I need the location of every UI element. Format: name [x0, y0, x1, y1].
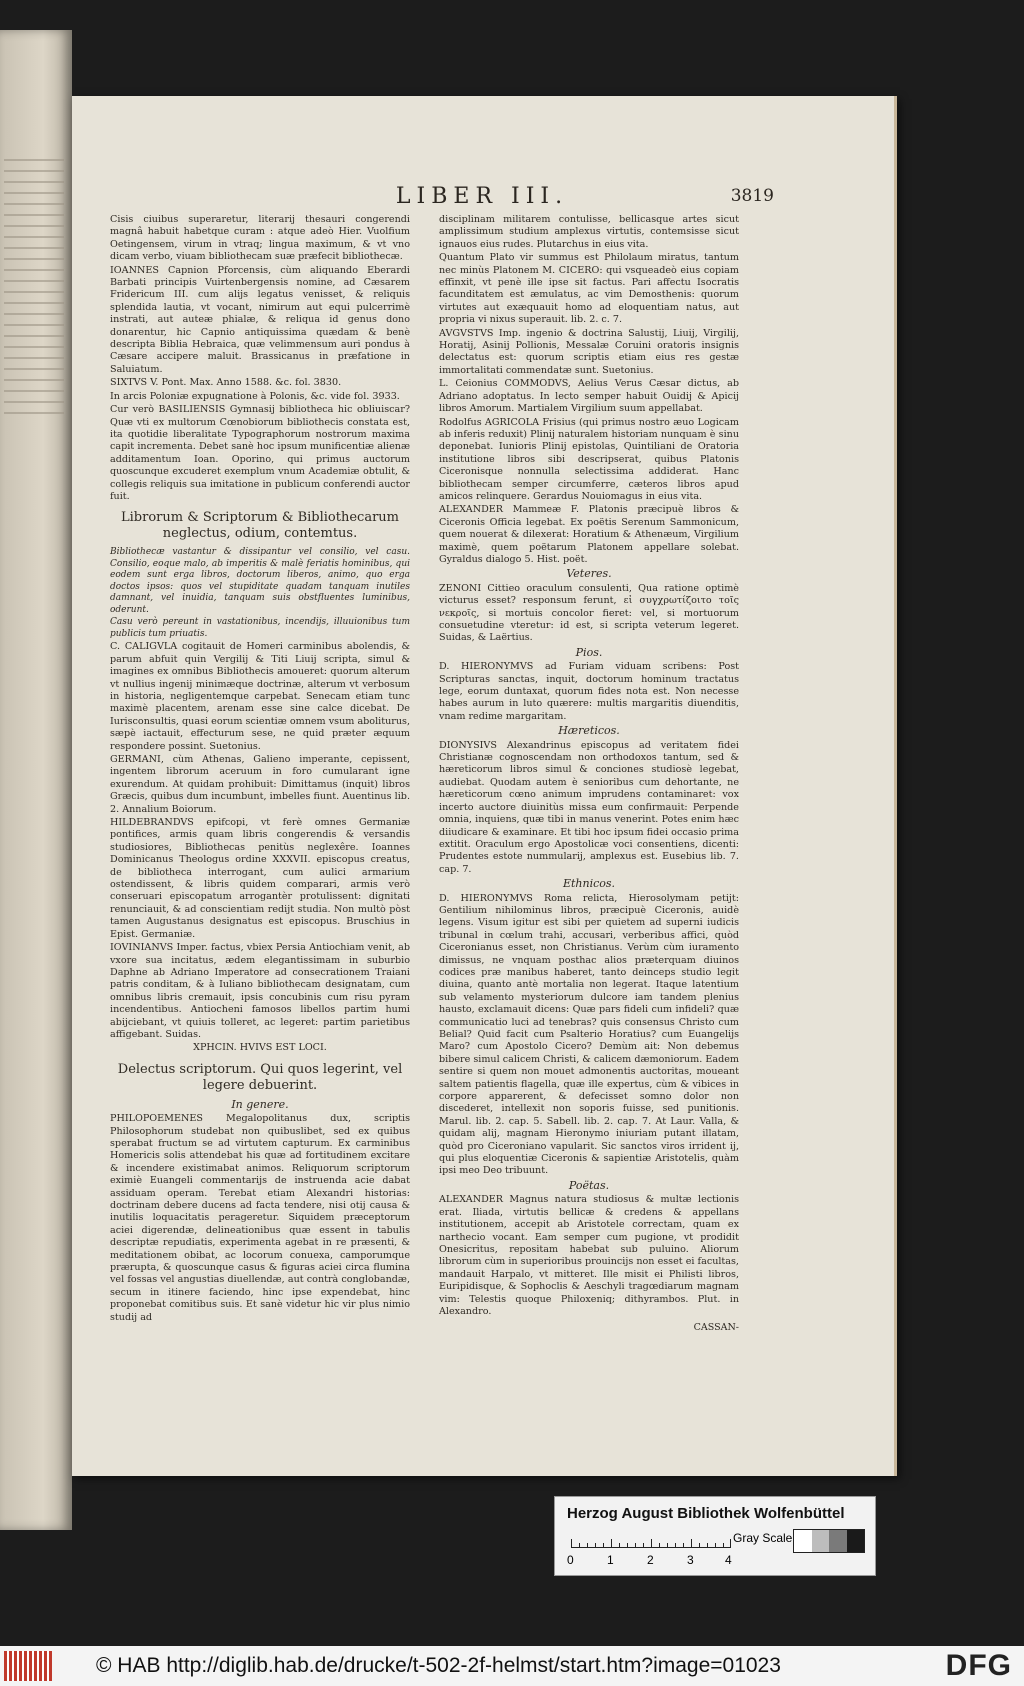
- gray-swatch: [793, 1529, 865, 1553]
- ruler-number: 2: [647, 1553, 654, 1567]
- paragraph: XPHCIN. HVIVS EST LOCI.: [193, 1042, 327, 1054]
- catchword: CASSAN-: [693, 1322, 739, 1334]
- right-column: [439, 214, 739, 1335]
- paragraph: L. Ceionius COMMODVS, Aelius Verus Cæsar dictus, ab Adriano adoptatus. In lecto semper habuit Ouidij & Apicij libros Amorum. Martialem Virgilium suum appellabat.: [439, 378, 739, 415]
- facing-page-edge: [0, 30, 72, 1530]
- book-page: [72, 96, 897, 1476]
- paragraph: D. HIERONYMVS ad Furiam viduam scribens: Post Scripturas sanctas, inquit, doctorum hominum tractatus lege, eorum duntaxat, quorum fides nota est. Non necesse habes aurum in luto quærere: multis margaritis diuenditis, vnam redime margaritam.: [439, 661, 739, 722]
- gray-scale-label: Gray Scale: [733, 1531, 793, 1545]
- marginal-note: Bibliothecæ vastantur & dissipantur vel consilio, vel casu. Consilio, eoque malo, ab imperitis & malè feriatis hominibus, qui eodem sunt erga libros, doctorum liberos, animo, quo erga doctos ipsos: quos vel stupiditate quadam tanquam inutiles damnant, vel inuidia, tanquam suis obstfluentes luminibus, oderunt.: [110, 547, 410, 615]
- subheading: Poëtas.: [568, 1178, 610, 1192]
- dfg-logo: DFG: [945, 1649, 1012, 1682]
- paragraph: D. HIERONYMVS Roma relicta, Hierosolymam petijt: Gentilium nihilominus libros, præcipuè Ciceronis, auidè legens. Visum igitur est sibi per quietem ad superni iudicis tribunal in cœlum trahi, accusari, verberibus affici, quòd Ciceronianus esset, non Christianus. Verùm cùm iuramento dimissus, ne vnquam posthac alios præterquam diuinos codices præ manibus haberet, tanto deinceps studio legit diuina, quanto antè mortalia non legerat. Itaque latentium sub velamento mysteriorum dulcore iam tandem plenius hausto, exclamauit dicens: Quæ pars fideli cum infideli? quæ communicatio luci ad tenebras? quis consensus Christo cum Belial? Quid facit cum Psalterio Horatius? cum Euangelijs Maro? cum Apostolo Cicero? Demùm ait: Non debemus bibere simul calicem Christi, & calicem dæmoniorum. Eadem sentire si quem non mouet admonentis auctoritas, moueant saltem patientis flagella, quæ ille expertus, cùm & vibices in corpore apparerent, & defecisset somno dolor non discederet, intellexit non soporis fuisse, sed punitionis. Marul. lib. 2. cap. 5. Sabell. lib. 2. cap. 7. At Laur. Valla, & quidam alij, magnam Hieronymo iniuriam putant illatam, quòd pro Ciceroniano vapularit. Sic sanctos viros irrident ij, qui plus eloquentiæ Ciceronis & sapientiæ Aristotelis, quàm ipsi meo Deo tribuunt.: [439, 892, 739, 1177]
- paragraph: ZENONI Cittieo oraculum consulenti, Qua ratione optimè victurus esset? responsum ferunt, εἰ συγχρωτίζοιτο τοῖς νεκροῖς, si mortuis concolor fieret: vel, si mortuorum consuetudine vteretur: id est, si scripta veterum legeret. Suidas, & Laërtius.: [439, 582, 739, 644]
- paragraph: PHILOPOEMENES Megalopolitanus dux, scriptis Philosophorum studebat non quibuslibet, sed ex quibus sperabat fructum se ad virtutem capturum. Ex carminibus Homericis solis attendebat his quæ ad fortitudinem excitare & incendere existimabat animos. Reliquorum scriptorum eximiè Euangeli commentarijs de instruenda acie dabat assiduam operam. Terebat etiam Alexandri historias: doctrinam debere ducens ad facta tendere, nisi otij causa & inutilis loquacitatis perageretur. Siquidem præceptorum aciei digerendæ, delineationibus quæ essent in tabulis descriptæ repudiatis, experimenta agebat in re præsenti, & meditationem obibat, ac locorum conuexa, camporumque prærupta, & quoscunque casus & figuras aciei circa flumina vel fossas vel angustias diuellendæ, aut contrà conglobandæ, secum in itinere faciendo, hinc ipse expendebat, hinc proponebat comitibus suis. Et sanè videtur hic vir plus nimio studij ad: [110, 1113, 410, 1323]
- ruler-number: 1: [607, 1553, 614, 1567]
- swatch-cell: [794, 1530, 812, 1552]
- paragraph: HILDEBRANDVS epifcopi, vt ferè omnes Germaniæ pontifices, armis quam libris congerendis & versandis studiosiores, Bibliothecas penitùs neglexêre. Ioannes Dominicanus Theologus ordine XXXVII. episcopus creatus, de bibliotheca interrogant, cum aulici armarium ostendissent, & libris quidem comparari, armis verò conseruari episcopatum arrogantèr protulissent: dignitati renunciauit, & ad conscientiam redijt studia. Non multò pòst tamen Augustanus designatus est episcopus. Bruschius in Epist. Germaniæ.: [110, 817, 410, 940]
- subheading: Veteres.: [566, 567, 612, 581]
- left-column: [110, 214, 410, 1325]
- subheading: Hæreticos.: [558, 724, 620, 738]
- paragraph: ALEXANDER Magnus natura studiosus & multæ lectionis erat. Iliada, virtutis bellicæ & credens & appellans institutionem, accepit ab Aristotele correctam, quam ex narthecio vocant. Eam semper cum pugione, vt prodidit Onesicritus, repositam habebat sub puluino. Aliorum librorum cùm in superioribus prouincijs non esset ei facultas, mandauit Harpalo, vt mitteret. Ille misit ei Philisti libros, Euripidisque, & Sophoclis & Aeschyli tragœdiarum magnam vim: Telestis quoque Philoxeniq; dithyrambos. Plut. in Alexandro.: [439, 1194, 739, 1317]
- scale-title: Herzog August Bibliothek Wolfenbüttel: [567, 1505, 845, 1522]
- paragraph: ALEXANDER Mammeæ F. Platonis præcipuè libros & Ciceronis Officia legebat. Ex poëtis Serenum Sammonicum, quem nouerat & dilexerat: Horatium & Athenæum, Virgilium maximè, quem poëtarum Platonem appellare solebat. Gyraldus dialogo 5. Hist. poët.: [439, 504, 739, 565]
- ruler-number: 0: [567, 1553, 574, 1567]
- subheading: Pios.: [575, 645, 603, 659]
- paragraph: Cur verò BASILIENSIS Gymnasij bibliotheca hic obliuiscar? Quæ vti ex multorum Cœnobiorum bibliothecis constata est, ita quotidie liberalitate Typographorum nostrorum maxima capit incrementa. Debet sanè hoc ipsum munificentiæ alienæ additamentum Ioan. Oporino, qui primus auctorum quoscunque excuderet exemplum vnum Academiæ obtulit, & collegis reliquis sua imitatione in publicum conferendi auctor fuit.: [110, 404, 410, 502]
- paragraph: GERMANI, cùm Athenas, Galieno imperante, cepissent, ingentem librorum aceruum in foro cumularant igne exurendum. At quidam prohibuit: Dimittamus (inquit) libros Græcis, quibus dum incumbunt, imbelles fiunt. Auentinus lib. 2. Annalium Boiorum.: [110, 754, 410, 815]
- paragraph: disciplinam militarem contulisse, bellicasque artes sicut amplissimum studium amplexus virtutis, contemsisse sicut ignauos eius rudes. Plutarchus in eius vita.: [439, 214, 739, 250]
- paragraph: IOANNES Capnion Pforcensis, cùm aliquando Eberardi Barbati principis Vuirtenbergensis nomine, ad Cæsarem Fridericum III. cum alijs legatus venisset, & reliquis splendida lautia, vt vocant, nimirum aut equi pulcerrimè instrati, aut auteæ phialæ, & reliqua id genus dono donarentur, hic Capnio antiquissima quædam & benè descripta Biblia Hebraica, quæ velimmensum auri pondus à Cæsare accipere maluit. Brassicanus in præfatione in Saluiatum.: [110, 264, 410, 375]
- section-heading: Delectus scriptorum. Qui quos legerint, vel legere debuerint.: [117, 1061, 403, 1093]
- ruler: [571, 1533, 731, 1548]
- swatch-cell: [812, 1530, 830, 1552]
- paragraph: DIONYSIVS Alexandrinus episcopus ad veritatem fidei Christianæ cognoscendam non orthodoxos tantum, sed & hæreticorum libros simul & conciones studiosè legebat, audiebat. Quodam autem è senioribus cum dehortante, ne hæreticorum cœno animum imprudens contaminaret: vox incerto auctore diuinitùs missa eum confirmauit: Perpende omnia, inquiens, quæ tibi in manus venerint. Potes enim hæc diiudicare & examinare. Et tibi hoc ipsum fidei occasio prima extitit. Oraculum ergo Apostolicæ voci consentiens, dicenti: Prudentes estote nummularij, amplexus est. Eusebius lib. 7. cap. 7.: [439, 739, 739, 875]
- paragraph: IOVINIANVS Imper. factus, vbiex Persia Antiochiam venit, ab vxore sua incitatus, ædem elegantissimam in suburbio Daphne ab Adriano Imperatore ad consecrationem Traiani patris conditam, & à Iuliano bibliothecam designatam, cum omnibus libris cremauit, ipsis concubinis cum risu pyram incendentibus. Antiocheni famosos libellos partim humi abijciebant, vt quiuis tolleret, ac legeret: partim parietibus affigebant. Suidas.: [110, 942, 410, 1040]
- page-number: 3819: [730, 186, 774, 206]
- subheading: Ethnicos.: [562, 877, 616, 891]
- paragraph: Rodolfus AGRICOLA Frisius (qui primus nostro æuo Logicam ab inferis reduxit) Plinij naturalem historiam nunquam è sinu deponebat. Iunioris Plinij epistolas, Quintiliani de Oratoria institutione libros sibi descripserat, quibus Platonis Ciceronisque nonnulla selectissima addiderat. Hanc bibliothecam semper circumferre, cæteros libros apud amicos relinquere. Gerardus Nouiomagus in eius vita.: [439, 416, 739, 502]
- paragraph: Quantum Plato vir summus est Philolaum miratus, tantum nec minùs Platonem M. CICERO: qui vsqueadeò eius copiam effinxit, vt penè ille ipse sit factus. Pari affectu Isocratis facunditatem est æmulatus, ac vim Demosthenis: quorum virtutes aut exæquauit homo ad eloquentiam natus, aut propria vi nixus superauit. lib. 2. c. 7.: [439, 252, 739, 326]
- paragraph: Cisis ciuibus superaretur, literarij thesauri congerendi magnâ habuit habetque curam : atque adeò Hier. Vuolfium Oetingensem, virum in vtraq; lingua maximum, & vt vno dicam verbo, viuam bibliothecam suæ præfecit bibliothecæ.: [110, 214, 410, 263]
- ruler-number: 4: [725, 1553, 732, 1567]
- swatch-cell: [847, 1530, 865, 1552]
- subheading: In genere.: [231, 1097, 289, 1111]
- paragraph: C. CALIGVLA cogitauit de Homeri carminibus abolendis, & parum abfuit quin Vergilij & Titi Liuij scripta, simul & imagines ex omnibus Bibliothecis amoueret: quorum alterum vt nullius ingenij minimæque doctrinæ, alterum vt verbosum in historia, negligentemque carpebat. Senecam etiam tunc maximè placentem, arenam esse sine calce dicebat. De Iurisconsultis, quasi eorum scientiæ omnem vsum aboliturus, sæpè iactauit, effecturum sese, ne quid præter æquum respondere possint. Suetonius.: [110, 641, 410, 752]
- hab-logo-icon: [4, 1651, 52, 1681]
- running-head: LIBER III.: [395, 184, 569, 209]
- marginal-note: Casu verò pereunt in vastationibus, incendijs, illuuionibus tum publicis tum priuatis.: [110, 617, 410, 639]
- paragraph: SIXTVS V. Pont. Max. Anno 1588. &c. fol. 3830.: [110, 377, 342, 389]
- footer-bar: [0, 1646, 1024, 1686]
- paragraph: AVGVSTVS Imp. ingenio & doctrina Salustij, Liuij, Virgilij, Horatij, Asinij Pollionis, Messalæ Coruini oratoris insignis delectatus est: quorum scriptis etiam eius res gestæ immortalitati commendatæ sunt. Suetonius.: [439, 327, 739, 376]
- paragraph: In arcis Poloniæ expugnatione à Polonis, &c. vide fol. 3933.: [110, 390, 400, 402]
- citation-link[interactable]: © HAB http://diglib.hab.de/drucke/t-502-2f-helmst/start.htm?image=01023: [96, 1654, 781, 1677]
- color-scale-card: [554, 1496, 876, 1576]
- swatch-cell: [829, 1530, 847, 1552]
- ruler-number: 3: [687, 1553, 694, 1567]
- section-heading: Librorum & Scriptorum & Bibliothecarum neglectus, odium, contemtus.: [121, 510, 399, 542]
